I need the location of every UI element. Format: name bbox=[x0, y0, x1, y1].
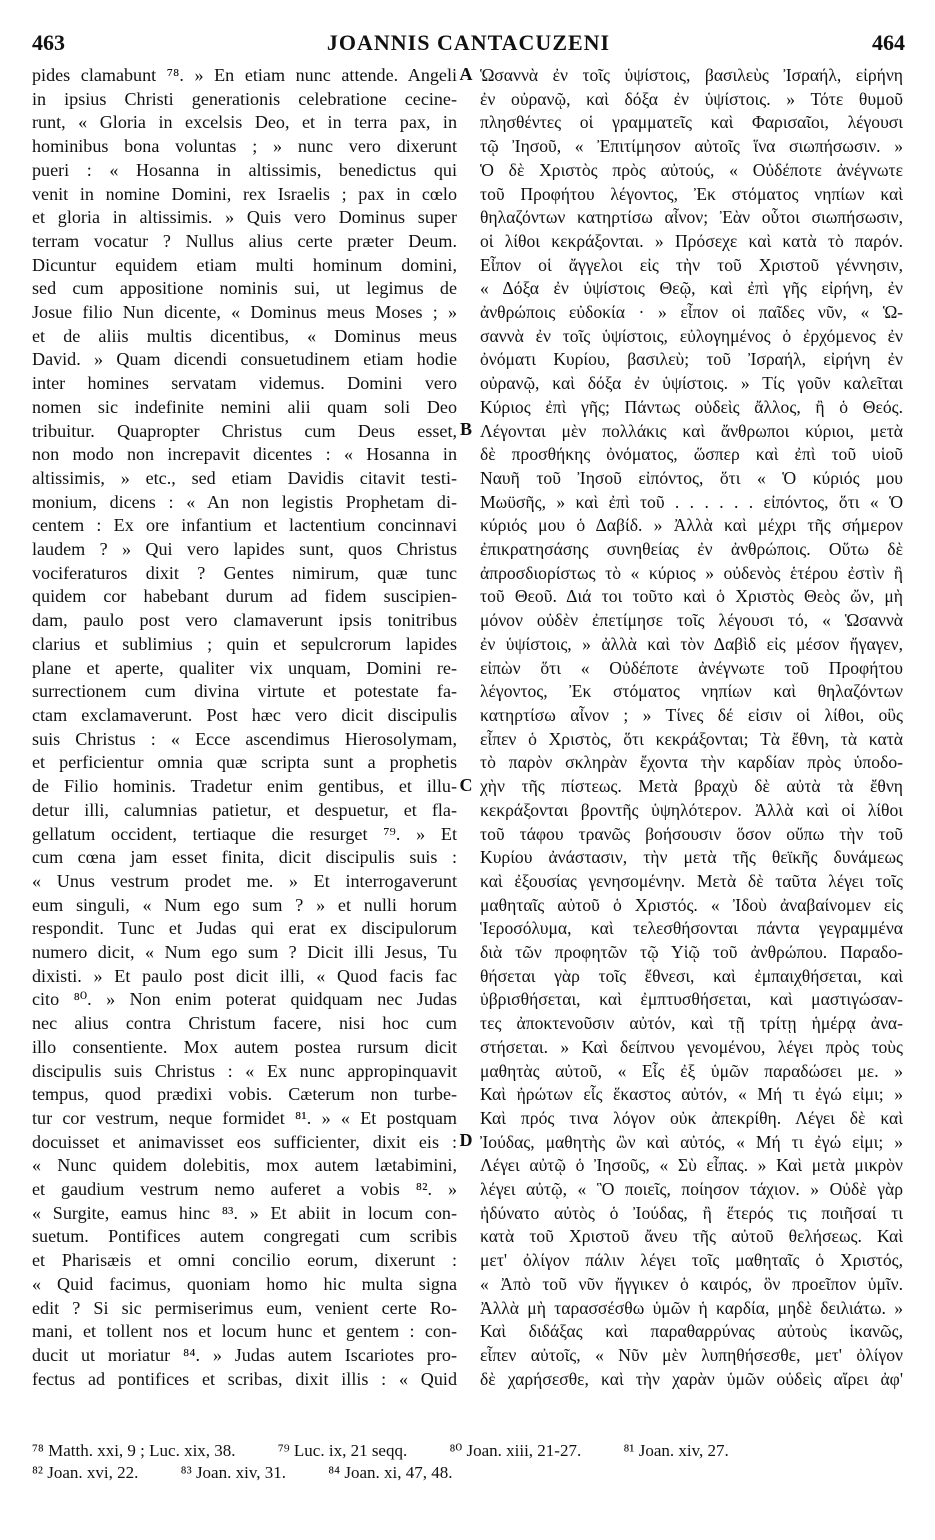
latin-text-line: clarius et sublimius ; quin et sepulcrorum lapides bbox=[32, 633, 457, 654]
greek-text-line: μόνον οὐδὲν ἐπετίμησε τοῖς λέγουσι τό, « Ὡσαννὰ bbox=[480, 610, 903, 631]
page-number-right: 464 bbox=[872, 30, 905, 55]
section-marker-b: B bbox=[459, 419, 472, 439]
latin-text-line: inter homines servatam videmus. Domini vero bbox=[32, 373, 457, 394]
greek-text-line: τοῦ Προφήτου λέγοντος, Ἐκ στόματος νηπίων καὶ bbox=[480, 183, 903, 204]
footnote: ⁸³ Joan. xiv, 31. bbox=[180, 1463, 286, 1482]
latin-text-line: edit ? Si sic permiserimus eum, venient certe Ro- bbox=[32, 1297, 457, 1318]
latin-text-line: detur illi, calumnias patietur, et despuetur, et fla- bbox=[32, 799, 457, 820]
running-header bbox=[30, 30, 907, 60]
greek-text-line: θήσεται γὰρ τοῖς ἔθνεσι, καὶ ἐμπαιχθήσεται, καὶ bbox=[480, 965, 903, 986]
greek-text-line: Καὶ διδάξας καὶ παραθαρρύνας αὐτοὺς ἱκανῶς, bbox=[480, 1321, 903, 1342]
greek-text-line: διὰ τῶν προφητῶν τῷ Υἱῷ τοῦ ἀνθρώπου. Παραδο- bbox=[480, 942, 903, 963]
latin-text-line: « Unus vestrum prodet me. » Et interrogaverunt bbox=[32, 870, 457, 891]
greek-text-line: κεκράξονται βροντῆς ὑψηλότερον. Ἀλλὰ καὶ οἱ λίθοι bbox=[480, 799, 903, 820]
greek-text-line: Ὡσαννὰ ἐν τοῖς ὑψίστοις, βασιλεὺς Ἰσραήλ, εἰρήνη bbox=[480, 65, 903, 85]
greek-text-line: πλησθέντες οἱ γραμματεῖς καὶ Φαρισαῖοι, λέγουσι bbox=[480, 112, 903, 133]
latin-text-line: respondit. Tunc et Judas qui erat ex discipulorum bbox=[32, 918, 457, 939]
latin-text-line: eum singuli, « Num ego sum ? » et nulli horum bbox=[32, 894, 457, 915]
greek-text-line: ὑβρισθήσεται, καὶ ἐμπτυσθήσεται, καὶ μαστιγώσαν- bbox=[480, 989, 903, 1010]
greek-text-line: Κύριος ἐπὶ γῆς; Πάντως οὐδεὶς ἄλλος, ἢ ὁ Θεός. bbox=[480, 396, 903, 417]
latin-text-line: fectus ad pontifices et scribas, dixit illis : « Quid bbox=[32, 1368, 457, 1389]
greek-text-line: « Ἀπὸ τοῦ νῦν ἤγγικεν ὁ καιρός, ὃν προεῖπον ὑμῖν. bbox=[480, 1273, 903, 1294]
latin-text-line: centem : Ex ore infantium et lactentium concinnavi bbox=[32, 515, 457, 536]
latin-text-line: de Filio hominis. Tradetur enim gentibus, et illu- bbox=[32, 776, 457, 797]
greek-text-line: τῷ Ἰησοῦ, « Ἐπιτίμησον αὐτοῖς ἵνα σιωπήσωσιν. » bbox=[480, 136, 903, 157]
greek-text-line: Καὶ πρός τινα λόγον οὐκ ἀπεκρίθη. Λέγει δὲ καὶ bbox=[480, 1107, 903, 1128]
greek-text-line: θηλαζόντων κατηρτίσω αἶνον; Ἐὰν οὗτοι σιωπήσωσιν, bbox=[480, 207, 903, 228]
footnote: ⁸¹ Joan. xiv, 27. bbox=[623, 1441, 729, 1460]
latin-text-line: hominibus bona voluntas ; » nunc vero dixerunt bbox=[32, 136, 457, 157]
latin-text-line: terram vocatur ? Nullus alius certe præter Deum. bbox=[32, 230, 457, 251]
latin-text-line: discipulis suis Christus : « Ex nunc appropinquavit bbox=[32, 1060, 457, 1081]
latin-text-line: venit in nomine Domini, rex Israelis ; pax in cœlo bbox=[32, 183, 457, 204]
page-number-left: 463 bbox=[32, 30, 65, 55]
latin-text-line: et perficientur omnia quæ scripta sunt a prophetis bbox=[32, 752, 457, 773]
greek-text-line: Ναυῆ τοῦ Ἰησοῦ εἰπόντος, ὅτι « Ὁ κύριός μου bbox=[480, 467, 903, 488]
latin-text-line: monium, dicens : « An non legistis Prophetam di- bbox=[32, 491, 457, 512]
latin-text-line: tribuitur. Quapropter Christus cum Deus esset, bbox=[32, 420, 457, 441]
greek-text-line: εἶπεν αὐτοῖς, « Νῦν μὲν λυπηθήσεσθε, μετ' ὀλίγον bbox=[480, 1344, 903, 1365]
latin-text-line: pides clamabunt ⁷⁸. » En etiam nunc attende. Angeli bbox=[32, 65, 457, 85]
footnotes bbox=[32, 1440, 902, 1484]
greek-text-line: τὸ παρὸν σκληρὰν ἔχοντα τὴν καρδίαν πρὸς ὑποδο- bbox=[480, 752, 903, 773]
footnote: ⁸² Joan. xvi, 22. bbox=[32, 1463, 139, 1482]
latin-text-line: « Quid facimus, quoniam homo hic multa signa bbox=[32, 1273, 457, 1294]
latin-text-line: « Surgite, eamus hinc ⁸³. » Et abiit in locum con- bbox=[32, 1202, 457, 1223]
latin-text-line: ctam exclamaverunt. Post hæc vero dicit discipulis bbox=[32, 704, 457, 725]
greek-text-line: κατὰ τοῦ Χριστοῦ ἄνευ τῆς αὐτοῦ θελήσεως. Καὶ bbox=[480, 1226, 903, 1247]
latin-text-line: dixisti. » Et paulo post dicit illi, « Quod facis fac bbox=[32, 965, 457, 986]
greek-text-line: σαννὰ ἐν τοῖς ὑψίστοις, εὐλογημένος ὁ ἐρχόμενος ἐν bbox=[480, 325, 903, 346]
latin-text-line: tempus, quod prædixi vobis. Cæterum non turbe- bbox=[32, 1084, 457, 1105]
greek-text-line: Ἀλλὰ μὴ ταρασσέσθω ὑμῶν ἡ καρδία, μηδὲ δειλιάτω. » bbox=[480, 1297, 903, 1318]
latin-text-line: sed cum appositione nominis sui, ut legimus de bbox=[32, 278, 457, 299]
greek-text-line: Μωϋσῆς, » καὶ ἐπὶ τοῦ . . . . . . εἰπόντος, ὅτι « Ὁ bbox=[480, 491, 903, 512]
section-marker-c: C bbox=[459, 775, 473, 795]
greek-text-line: οὐρανῷ, καὶ δόξα ἐν ὑψίστοις. » Τίς γοῦν καλεῖται bbox=[480, 373, 903, 394]
greek-text-line: λέγοντος, Ἐκ στόματος νηπίων καὶ θηλαζόντων bbox=[480, 681, 903, 702]
latin-text-line: altissimis, » etc., sed etiam Davidis citavit testi- bbox=[32, 467, 457, 488]
latin-text-line: Josue filio Nun dicente, « Dominus meus Moses ; » bbox=[32, 302, 457, 323]
latin-text-line: tur cor vestrum, neque formidet ⁸¹. » « Et postquam bbox=[32, 1107, 457, 1128]
greek-text-line: χὴν τῆς πίστεως. Μετὰ βραχὺ δὲ αὐτὰ τὰ ἔθνη bbox=[480, 776, 903, 797]
footnote: ⁷⁸ Matth. xxi, 9 ; Luc. xix, 38. bbox=[32, 1441, 236, 1460]
greek-text-line: λέγει αὐτῷ, « Ὃ ποιεῖς, ποίησον τάχιον. » Οὐδὲ γὰρ bbox=[480, 1179, 903, 1200]
latin-text-line: gellatum occident, tertiaque die resurget ⁷⁹. » Et bbox=[32, 823, 457, 844]
greek-text-line: εἰπὼν ὅτι « Οὐδέποτε ἀνέγνωτε τοῦ Προφήτου bbox=[480, 657, 903, 678]
section-marker-a: A bbox=[459, 64, 473, 84]
greek-text-line: εἶπεν ὁ Χριστὸς, ὅτι κεκράξονται; Τὰ ἔθνη, τὰ κατὰ bbox=[480, 728, 903, 749]
greek-text-line: μαθηταῖς αὐτοῦ ὁ Χριστός. « Ἰδοὺ ἀναβαίνομεν εἰς bbox=[480, 894, 903, 915]
footnote: ⁷⁹ Luc. ix, 21 seqq. bbox=[277, 1441, 408, 1460]
greek-text-line: Κυρίου ἀνάστασιν, τὴν μετὰ τῆς θεϊκῆς δυνάμεως bbox=[480, 847, 903, 868]
greek-text-line: ἐπικρατησάσης συνηθείας ἐν ἀνθρώποις. Οὕτω δὲ bbox=[480, 539, 903, 560]
latin-text-line: suetum. Pontifices autem congregati cum scribis bbox=[32, 1226, 457, 1247]
greek-text-line: Λέγει αὐτῷ ὁ Ἰησοῦς, « Σὺ εἶπας. » Καὶ μετὰ μικρὸν bbox=[480, 1155, 903, 1176]
latin-text-line: et Pharisæis et omni concilio eorum, dixerunt : bbox=[32, 1250, 457, 1271]
latin-text-line: laudem ? » Qui vero lapides sunt, quos Christus bbox=[32, 539, 457, 560]
greek-text-line: Ἱεροσόλυμα, καὶ τελεσθήσονται πάντα γεγραμμένα bbox=[480, 918, 903, 939]
greek-text-line: Καὶ ἠρώτων εἷς ἕκαστος αὐτόν, « Μή τι ἐγώ εἰμι; » bbox=[480, 1084, 903, 1105]
greek-text-line: « Δόξα ἐν ὑψίστοις Θεῷ, καὶ ἐπὶ γῆς εἰρήνη, ἐν bbox=[480, 278, 903, 299]
greek-text-line: ἠδύνατο αὐτὸς ὁ Ἰούδας, ἢ ἕτερός τις ποιῆσαί τι bbox=[480, 1202, 903, 1223]
latin-text-line: runt, « Gloria in excelsis Deo, et in terra pax, in bbox=[32, 112, 457, 133]
running-title: JOANNIS CANTACUZENI bbox=[326, 30, 611, 55]
greek-text-line: Εἶπον οἱ ἄγγελοι εἰς τὴν τοῦ Χριστοῦ γέννησιν, bbox=[480, 254, 903, 275]
latin-text-line: suis Christus : « Ecce ascendimus Hierosolymam, bbox=[32, 728, 457, 749]
latin-text-line: David. » Quam dicendi consuetudinem etiam hodie bbox=[32, 349, 457, 370]
latin-text-line: pueri : « Hosanna in altissimis, benedictus qui bbox=[32, 159, 457, 180]
greek-text-line: δὲ προσθήκης ὀνόματος, ὥσπερ καὶ ἐπὶ τοῦ υἱοῦ bbox=[480, 444, 903, 465]
latin-text-line: dam, paulo post vero clamaverunt ipsis tonitribus bbox=[32, 610, 457, 631]
latin-text-line: illo consentiente. Mox autem postea rursum dicit bbox=[32, 1036, 457, 1057]
greek-text-line: δὲ χαρήσεσθε, καὶ τὴν χαρὰν ὑμῶν οὐδεὶς αἴρει ἀφ' bbox=[480, 1368, 903, 1389]
latin-text-line: et gaudium vestrum nemo auferet a vobis ⁸². » bbox=[32, 1179, 457, 1200]
greek-text-line: ἐν οὐρανῷ, καὶ δόξα ἐν ὑψίστοις. » Τότε θυμοῦ bbox=[480, 88, 903, 109]
footnote-row-2 bbox=[32, 1462, 902, 1484]
latin-text-line: mani, et tollent nos et locum hunc et gentem : con- bbox=[32, 1321, 457, 1342]
latin-text-line: ducit ut moriatur ⁸⁴. » Judas autem Iscariotes pro- bbox=[32, 1344, 457, 1365]
latin-text-line: nomen sic indefinite nemini alii quam soli Deo bbox=[32, 396, 457, 417]
footnote: ⁸⁰ Joan. xiii, 21-27. bbox=[449, 1441, 582, 1460]
latin-text-line: vociferaturos dixit ? Gentes nimirum, quæ tunc bbox=[32, 562, 457, 583]
greek-column bbox=[478, 64, 903, 1391]
latin-text-line: numero dicit, « Num ego sum ? Dicit illi Jesus, Tu bbox=[32, 942, 457, 963]
greek-text-line: τοῦ τάφου τρανῶς βοήσουσιν ὅσον οὔπω τὴν τοῦ bbox=[480, 823, 903, 844]
latin-text-line: non modo non increpavit dicentes : « Hosanna in bbox=[32, 444, 457, 465]
greek-text-line: τες ἀποκτενοῦσιν αὐτόν, καὶ τῇ τρίτῃ ἡμέρᾳ ἀνα- bbox=[480, 1013, 903, 1034]
latin-text-line: « Nunc quidem dolebitis, mox autem lætabimini, bbox=[32, 1155, 457, 1176]
greek-text-line: Λέγονται μὲν πολλάκις καὶ ἄνθρωποι κύριοι, μετὰ bbox=[480, 420, 903, 441]
latin-text-line: quidem cor habebant durum ad fidem suscipien- bbox=[32, 586, 457, 607]
section-marker-d: D bbox=[459, 1130, 473, 1150]
latin-text-line: cum cœna jam esset finita, dicit discipulis suis : bbox=[32, 847, 457, 868]
greek-text-line: καὶ ἐξουσίας γενησομένην. Μετὰ δὲ ταῦτα λέγει τοῖς bbox=[480, 870, 903, 891]
latin-text-line: docuisset et animavisset eos sufficienter, dixit eis : bbox=[32, 1131, 457, 1152]
latin-text-line: in ipsius Christi generationis celebratione cecine- bbox=[32, 88, 457, 109]
latin-text-line: et de aliis multis dicentibus, « Dominus meus bbox=[32, 325, 457, 346]
greek-text-line: οἱ λίθοι κεκράξονται. » Πρόσεχε καὶ κατὰ τὸ παρόν. bbox=[480, 230, 903, 251]
latin-text-line: nec alius contra Christum facere, nisi hoc cum bbox=[32, 1013, 457, 1034]
latin-column bbox=[32, 64, 457, 1391]
greek-text-line: μαθητὰς αὐτοῦ, « Εἷς ἐξ ὑμῶν παραδώσει με. » bbox=[480, 1060, 903, 1081]
latin-text-line: plane et aperte, qualiter vix unquam, Domini re- bbox=[32, 657, 457, 678]
latin-text-line: Dicuntur equidem etiam multi hominum domini, bbox=[32, 254, 457, 275]
greek-text-line: κατηρτίσω αἶνον ; » Τίνες δέ εἰσιν οἱ λίθοι, οὓς bbox=[480, 704, 903, 725]
greek-text-line: μετ' ὀλίγον πάλιν λέγει τοῖς μαθηταῖς ὁ Χριστός, bbox=[480, 1250, 903, 1271]
latin-text-line: cito ⁸⁰. » Non enim poterat quidquam nec Judas bbox=[32, 989, 457, 1010]
greek-text-line: κύριός μου ὁ Δαβίδ. » Ἀλλὰ καὶ μέχρι τῆς σήμερον bbox=[480, 515, 903, 536]
greek-text-line: τοῦ Θεοῦ. Διά τοι τοῦτο καὶ ὁ Χριστὸς Θεὸς ὤν, μὴ bbox=[480, 586, 903, 607]
greek-text-line: Ἰούδας, μαθητὴς ὢν καὶ αὐτός, « Μή τι ἐγώ εἰμι; » bbox=[480, 1131, 903, 1152]
footnote-row-1 bbox=[32, 1440, 902, 1462]
greek-text-line: ἐν ὑψίστοις, » ἀλλὰ καὶ τὸν Δαβὶδ εἰς μέσον ἤγαγεν, bbox=[480, 633, 903, 654]
footnote: ⁸⁴ Joan. xi, 47, 48. bbox=[328, 1463, 453, 1482]
greek-text-line: στήσεται. » Καὶ δείπνου γενομένου, λέγει πρὸς τοὺς bbox=[480, 1036, 903, 1057]
greek-text-line: ἀνθρώποις εὐδοκία · » εἶπον οἱ παῖδες νῦν, « Ὡ- bbox=[480, 302, 903, 323]
greek-text-line: ἀπροσδιορίστως τὸ « κύριος » οὐδενὸς ἑτέρου ἐστὶν ἢ bbox=[480, 562, 903, 583]
latin-text-line: et gloria in altissimis. » Quis vero Dominus super bbox=[32, 207, 457, 228]
greek-text-line: Ὁ δὲ Χριστὸς πρὸς αὐτούς, « Οὐδέποτε ἀνέγνωτε bbox=[480, 159, 903, 180]
greek-text-line: ὀνόματι Κυρίου, βασιλεὺ; τοῦ Ἰσραήλ, εἰρήνη ἐν bbox=[480, 349, 903, 370]
latin-text-line: surrectionem cum divina virtute et potestate fa- bbox=[32, 681, 457, 702]
